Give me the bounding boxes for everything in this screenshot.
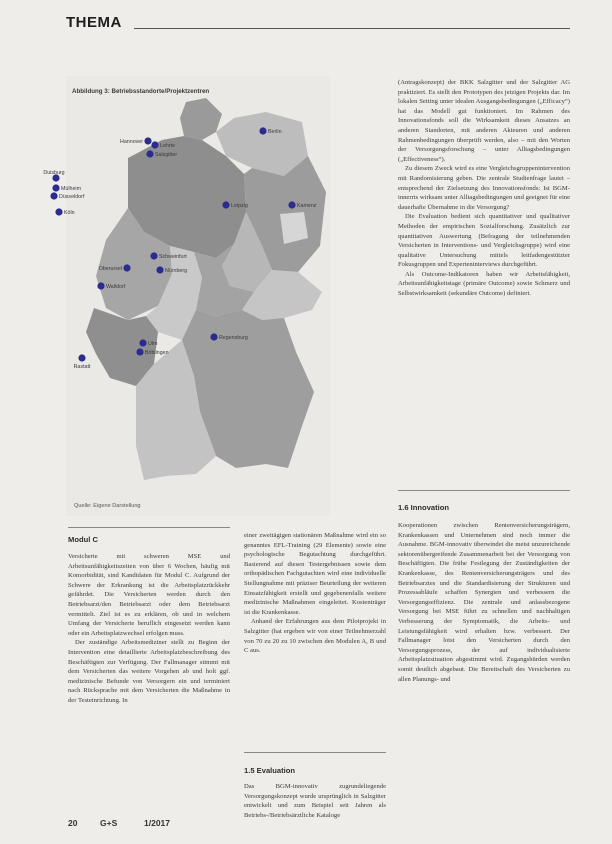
section-rule [68, 527, 230, 528]
city-label: Kamenz [297, 203, 317, 209]
city-marker [259, 127, 266, 134]
innovation-column [398, 521, 570, 684]
journal-name: G+S [100, 818, 118, 828]
city-marker [136, 348, 143, 355]
city-marker [97, 282, 104, 289]
header-rule [134, 28, 570, 29]
section-title: THEMA [66, 14, 122, 31]
city-label: Düsseldorf [59, 194, 85, 200]
paragraph: Anhand der Erfahrungen aus dem Pilotprojekt in Salzgitter (hat ergeben wir von einer Teilnehmerzahl von 70 zu 20 zu 10 zwischen den Modulen A, B und C aus. [244, 618, 386, 655]
city-label: Leipzig [231, 203, 248, 209]
paragraph: Versicherte mit schweren MSE und Arbeitsunfähigkeitszeiten von über 6 Wochen, häufig mit Komorbidität, sind Kandidaten für Modul C. Aufgrund der Schwere der Erkrankung ist die Arbeitsplatzrückkehr gefährdet. Die Versicherten werden durch den Betriebsarzt/den Betriebsarzt oder dem Betriebsarzt vermittelt. Ziel ist es zu erklären, ob und in welchem Umfang der Versicherte beruflich eingesetzt werden kann oder ein Arbeitsplatzwechsel erfolgen muss. [68, 553, 230, 637]
paragraph: (Antragskonzept) der BKK Salzgitter und der Salzgitter AG praktiziert. Es stellt den Prototypen des jetzigen Projekts dar. Im lokalen Setting unter idealen Ausgangsbedingungen („Efficacy“) hat das Modell gut funktioniert. Im Rahmen des Innovationsfonds soll die Wirksamkeit dieses Ansatzes an anderen Standorten, mit anderen Akteuren und anderen Rahmenbedingungen überprüft werden, also – mit den Worten der Versorgungsforschung – unter Alltagsbedingungen („Effectiveness“). [398, 79, 570, 163]
paragraph: Das BGM-innovativ zugrundeliegende Versorgungskonzept wurde ursprünglich in Salzgitter entwickelt und zum Beispiel seit Jahren als Betriebs-/Betriebsärztliche Kataloge [244, 783, 386, 819]
city-marker [52, 184, 59, 191]
city-label: Hannover [120, 139, 143, 145]
city-label: Duisburg [43, 170, 65, 176]
section-heading-innovation: 1.6 Innovation [398, 503, 450, 512]
city-label: Böblingen [145, 350, 169, 356]
city-label: Salzgitter [155, 152, 178, 158]
figure-caption: Abbildung 3: Betriebsstandorte/Projektzentren [72, 88, 210, 95]
city-label: Rastatt [73, 364, 91, 370]
city-marker [144, 137, 151, 144]
paragraph: Die Evaluation bedient sich quantitativer und qualitativer Methoden der empirischen Sozialforschung. Zusätzlich zur quantitativen Auswertung (Befragung der teilnehmenden Versicherten in Interventions- und Vergleichsgruppe) wird eine qualitative Untersuchung mittels leitfadengestützter Fokusgruppen und Experteninterviews durchgeführt. [398, 213, 570, 269]
city-label: Nürnberg [165, 268, 188, 274]
city-marker [50, 192, 57, 199]
city-label: Köln [64, 210, 75, 216]
city-marker [210, 333, 217, 340]
city-marker [151, 141, 158, 148]
paragraph: Der zuständige Arbeitsmediziner stellt zu Beginn der Intervention eine detaillierte Arbeitsplatzbeschreibung des Beschäftigten zur Verfügung. Der Fallmanager stimmt mit dem Versicherten das weitere Vorgehen ab und holt ggf. medizinische Befunde von Versorgern ein und terminiert nach Rücksprache mit dem Versicherten die Maßnahme in der Testeinrichtung. In [68, 639, 230, 704]
issue-number: 1/2017 [144, 818, 170, 828]
city-marker [150, 252, 157, 259]
right-column-top [398, 78, 570, 299]
middle-column-evaluation [244, 782, 386, 820]
city-label: Mülheim [61, 186, 82, 192]
city-label: Walldorf [106, 284, 126, 290]
city-label: Regensburg [219, 335, 248, 341]
paragraph: einer zweitägigen stationären Maßnahme wird ein so genanntes EFL-Training (29 Elemente) sowie eine psychologische Begutachtung durchgeführt. Basierend auf diesen Testergebnissen sowie dem orthopädischen Fachgutachten wird eine individuelle Stellungnahme mit präziser Beurteilung der weiteren Einsatzfähigkeit erstellt und gegebenenfalls weitere medizinische Maßnahmen eingeleitet. Kostenträger ist die Krankenkasse. [244, 532, 386, 616]
city-marker [139, 339, 146, 346]
left-column [68, 552, 230, 706]
city-marker [123, 264, 130, 271]
paragraph: Kooperationen zwischen Rentenversicherungsträgern, Krankenkassen und Unternehmen sind noch immer die Ausnahme. BGM-innovativ überwindet die meist unzureichende sektorenübergreifende Zusammenarbeit bei der Versorgung von Beschäftigten. Die frühe Festlegung der Zuständigkeiten der Krankenkasse, des Rentenversicherungsträgers und des Betriebsarztes und die Standardisierung der Strukturen und Prozessabläufe schaffen Synergien und verbessern die Versorgungseffizienz. Die zentrale und anlassbezogene Versorgung bei MSE führt zu schnellen und nachhaltigen Verbesserung der Symptomatik, die Arbeits- und Leistungsfähigkeit wird erhalten bzw. verbessert. Der Fallmanager lotst den Versicherten durch den Versorgungsprozess, der auf individualisierte Arbeitsplatzsituation abgestimmt wird. Zugangshürden werden somit deutlich abgebaut. Die Bereitschaft des Versicherten zu allen Planungs- und [398, 522, 570, 683]
figure-source: Quelle: Eigene Darstellung [74, 503, 141, 509]
city-marker [288, 201, 295, 208]
page-number: 20 [68, 818, 78, 828]
section-rule [398, 490, 570, 491]
city-marker [222, 201, 229, 208]
city-marker [55, 208, 62, 215]
paragraph: Zu diesem Zweck wird es eine Vergleichsgruppenintervention mit Randomisierung geben. Die zentrale Studienfrage lautet – entsprechend der Zielsetzung des Innovationsfonds: Ist BGM-innerrts wirksam unter Alltagsbedingungen und geeignet für eine dauerhafte Übernahme in die Versorgung? [398, 165, 570, 211]
city-marker [156, 266, 163, 273]
paragraph: Als Outcome-Indikatoren haben wir Arbeitsfähigkeit, Arbeitsunfähigkeitstage (primäre Outcome) sowie Schmerz und Selbstwirksamkeit (sekundäre Outcome) definiert. [398, 270, 570, 298]
city-marker [146, 150, 153, 157]
city-label: Oberursel [98, 266, 122, 272]
germany-map [43, 96, 330, 498]
city-label: Schweinfurt [159, 254, 187, 260]
city-label: Berlin [268, 129, 282, 135]
city-label: Lehrte [160, 143, 176, 149]
section-heading-modul-c: Modul C [68, 535, 98, 544]
city-marker [78, 354, 85, 361]
section-heading-evaluation: 1.5 Evaluation [244, 766, 296, 775]
city-label: Ulm [148, 341, 158, 347]
section-rule [244, 752, 386, 753]
middle-column [244, 531, 386, 656]
state-north [180, 98, 222, 140]
